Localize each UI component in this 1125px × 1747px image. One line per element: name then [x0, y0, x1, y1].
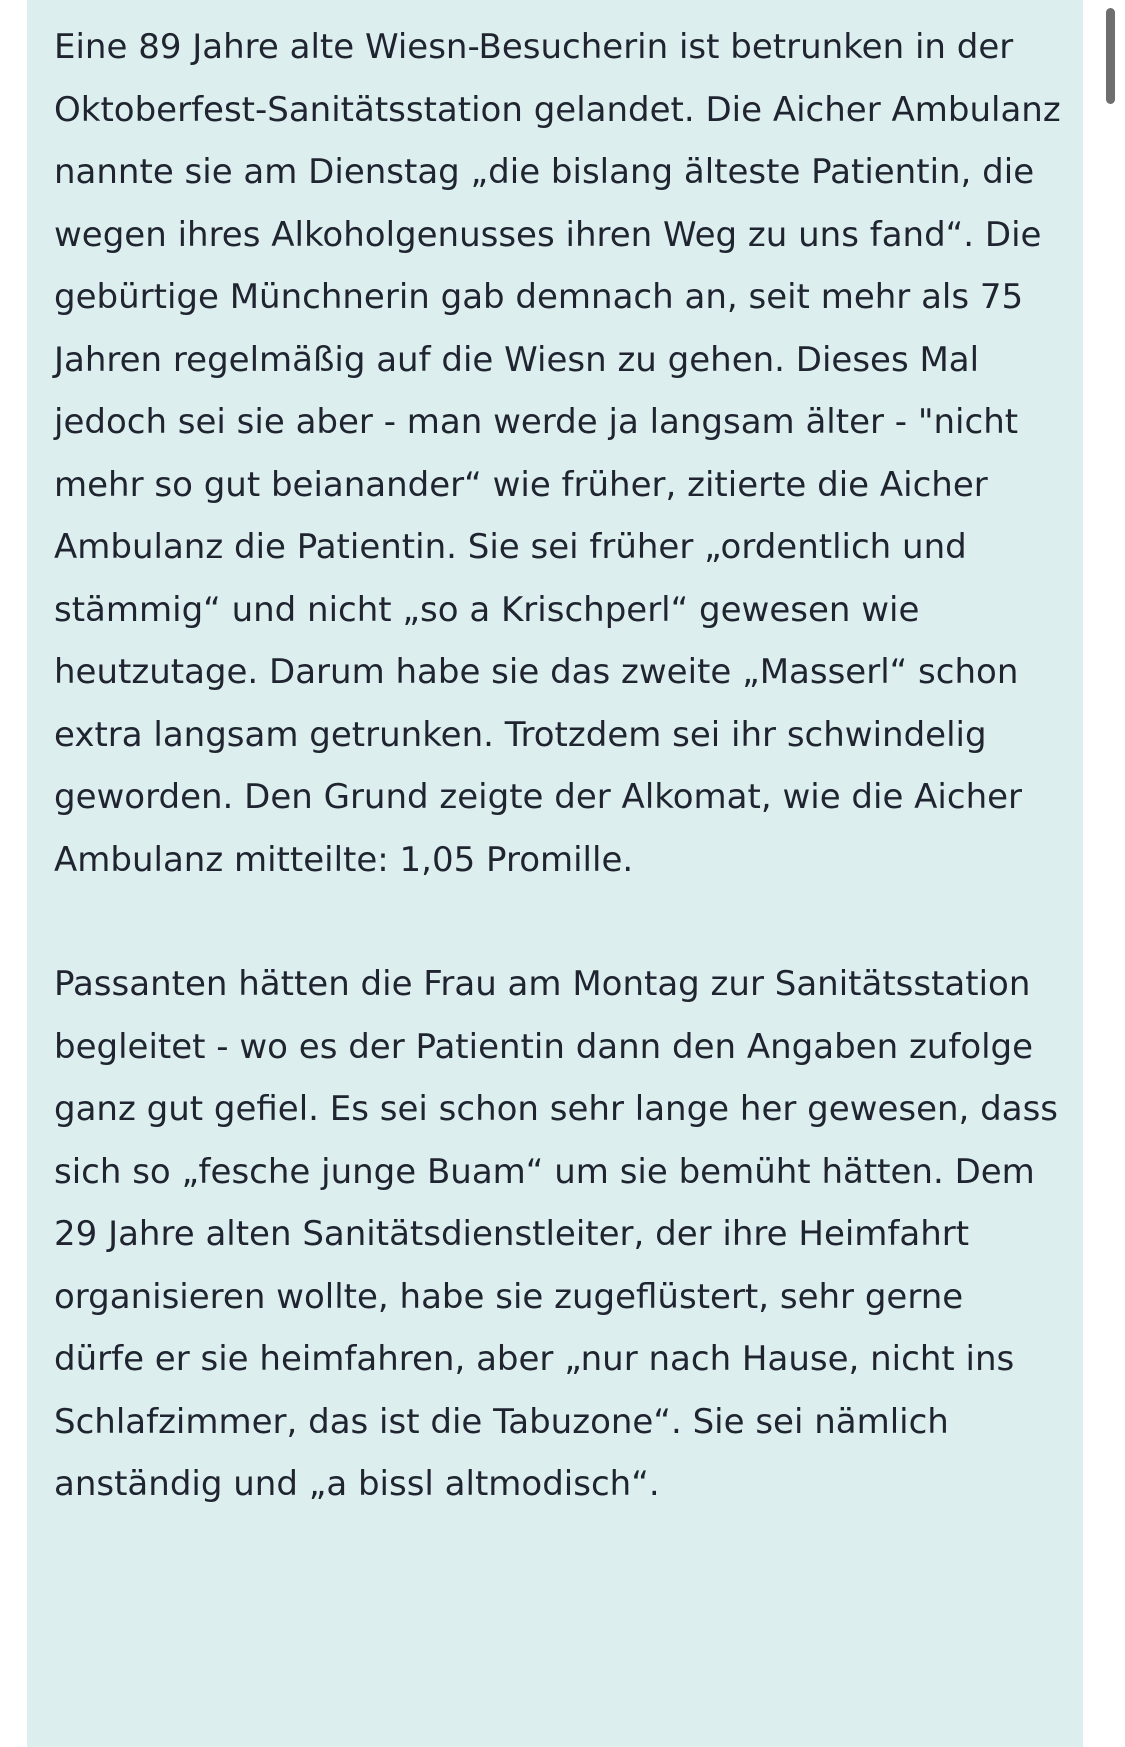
scrollbar-thumb[interactable]	[1106, 8, 1115, 104]
scrollbar[interactable]	[1097, 0, 1125, 1747]
article-card	[27, 0, 1083, 1747]
article-paragraph-1: Eine 89 Jahre alte Wiesn-Besucherin ist betrunken in der Oktoberfest-Sanitätsstation gelandet. Die Aicher Ambulanz nannte sie am Dienstag „die bislang älteste Patientin, die wegen ihres Alkoholgenusses ihren Weg zu uns fand“. Die gebürtige Münchnerin gab demnach an, seit mehr als 75 Jahren regelmäßig auf die Wiesn zu gehen. Dieses Mal jedoch sei sie aber - man werde ja langsam älter - "nicht mehr so gut beianander“ wie früher, zitierte die Aicher Ambulanz die Patientin. Sie sei früher „ordentlich und stämmig“ und nicht „so a Krischperl“ gewesen wie heutzutage. Darum habe sie das zweite „Masserl“ schon extra langsam getrunken. Trotzdem sei ihr schwindelig geworden. Den Grund zeigte der Alkomat, wie die Aicher Ambulanz mitteilte: 1,05 Promille.	[54, 27, 1061, 880]
article-paragraph-2: Passanten hätten die Frau am Montag zur Sanitätsstation begleitet - wo es der Patientin dann den Angaben zufolge ganz gut gefiel. Es sei schon sehr lange her gewesen, dass sich so „fesche junge Buam“ um sie bemüht hätten. Dem 29 Jahre alten Sanitätsdienstleiter, der ihre Heimfahrt organisieren wollte, habe sie zugeflüstert, sehr gerne dürfe er sie heimfahren, aber „nur nach Hause, nicht ins Schlafzimmer, das ist die Tabuzone“. Sie sei nämlich anständig und „a bissl altmodisch“.	[54, 964, 1059, 1504]
